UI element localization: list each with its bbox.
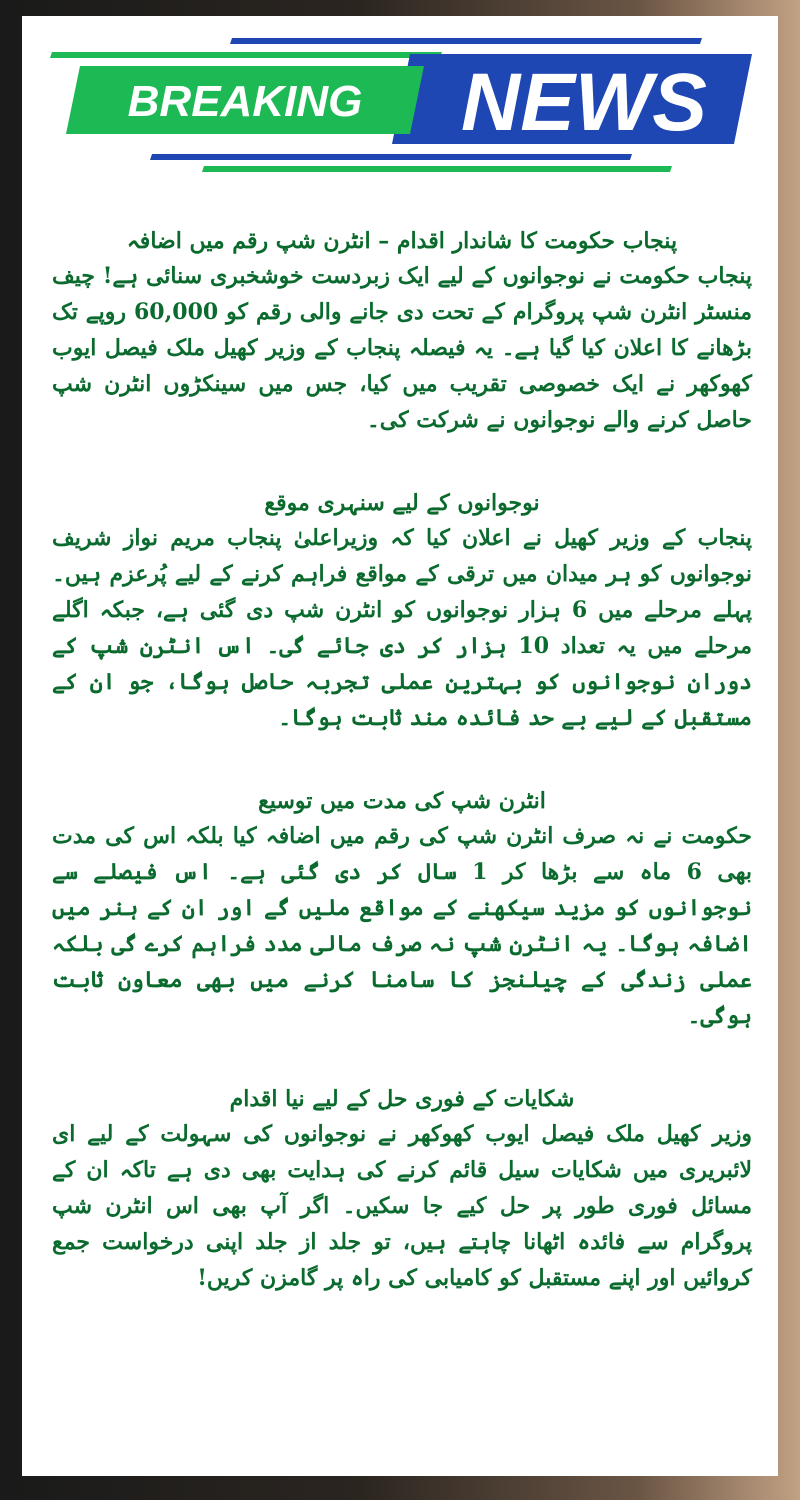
section-golden-opportunity bbox=[52, 486, 752, 736]
section-heading: پنجاب حکومت کا شاندار اقدام – انٹرن شپ رقم میں اضافہ bbox=[126, 228, 678, 254]
section-complaints-cell bbox=[52, 1082, 752, 1296]
section-heading: نوجوانوں کے لیے سنہری موقع bbox=[264, 490, 540, 516]
article-body bbox=[52, 224, 752, 1344]
news-label: NEWS bbox=[461, 57, 707, 148]
section-paragraph: حکومت نے نہ صرف انٹرن شپ کی رقم میں اضافہ کیا بلکہ اس کی مدت بھی 6 ماہ سے بڑھا کر 1 سال کر دی گئی ہے۔ اس فیصلے سے نوجوانوں کو مزید سیکھنے کے مواقع ملیں گے اور ان کے ہنر میں اضافہ ہوگا۔ یہ انٹرن شپ نہ صرف مالی مدد فراہم کرے گی بلکہ عملی زندگی کے چیلنجز کا سامنا کرنے میں بھی معاون ثابت ہوگی۔ bbox=[52, 823, 752, 1029]
section-duration-extension bbox=[52, 784, 752, 1034]
section-heading: شکایات کے فوری حل کے لیے نیا اقدام bbox=[229, 1086, 575, 1112]
section-heading: انٹرن شپ کی مدت میں توسیع bbox=[258, 788, 546, 814]
breaking-news-banner bbox=[22, 16, 778, 196]
news-sheet bbox=[22, 16, 778, 1476]
section-paragraph: پنجاب کے وزیر کھیل نے اعلان کیا کہ وزیراعلیٰ پنجاب مریم نواز شریف نوجوانوں کو ہر میدان میں ترقی کے مواقع فراہم کرنے کے لیے پُرعزم ہیں۔ پہلے مرحلے میں 6 ہزار نوجوانوں کو انٹرن شپ دی گئی ہے، جبکہ اگلے مرحلے میں یہ تعداد 10 ہزار کر دی جائے گی۔ اس انٹرن شپ کے دوران نوجوانوں کو بہترین عملی تجربہ حاصل ہوگا، جو ان کے مستقبل کے لیے بے حد فائدہ مند ثابت ہوگا۔ bbox=[52, 525, 752, 731]
banner-top-blue-line bbox=[230, 38, 702, 44]
banner-bottom-green-line bbox=[202, 166, 672, 172]
banner-top-green-line bbox=[50, 52, 442, 58]
section-paragraph: وزیر کھیل ملک فیصل ایوب کھوکھر نے نوجوانوں کی سہولت کے لیے ای لائبریری میں شکایات سیل قائم کرنے کی ہدایت بھی دی ہے تاکہ ان کے مسائل فوری طور پر حل کیے جا سکیں۔ اگر آپ بھی اس انٹرن شپ پروگرام سے فائدہ اٹھانا چاہتے ہیں، تو جلد از جلد اپنی درخواست جمع کروائیں اور اپنے مستقبل کو کامیابی کی راہ پر گامزن کریں! bbox=[52, 1121, 752, 1291]
breaking-label: BREAKING bbox=[127, 77, 363, 126]
banner-bottom-blue-line bbox=[150, 154, 632, 160]
section-intro bbox=[52, 224, 752, 438]
section-paragraph: پنجاب حکومت نے نوجوانوں کے لیے ایک زبردست خوشخبری سنائی ہے! چیف منسٹر انٹرن شپ پروگرام کے تحت دی جانے والی رقم کو 60,000 روپے تک بڑھانے کا اعلان کیا گیا ہے۔ یہ فیصلہ پنجاب کے وزیر کھیل ملک فیصل ایوب کھوکھر نے ایک خصوصی تقریب میں کیا، جس میں سینکڑوں انٹرن شپ حاصل کرنے والے نوجوانوں نے شرکت کی۔ bbox=[52, 263, 752, 433]
